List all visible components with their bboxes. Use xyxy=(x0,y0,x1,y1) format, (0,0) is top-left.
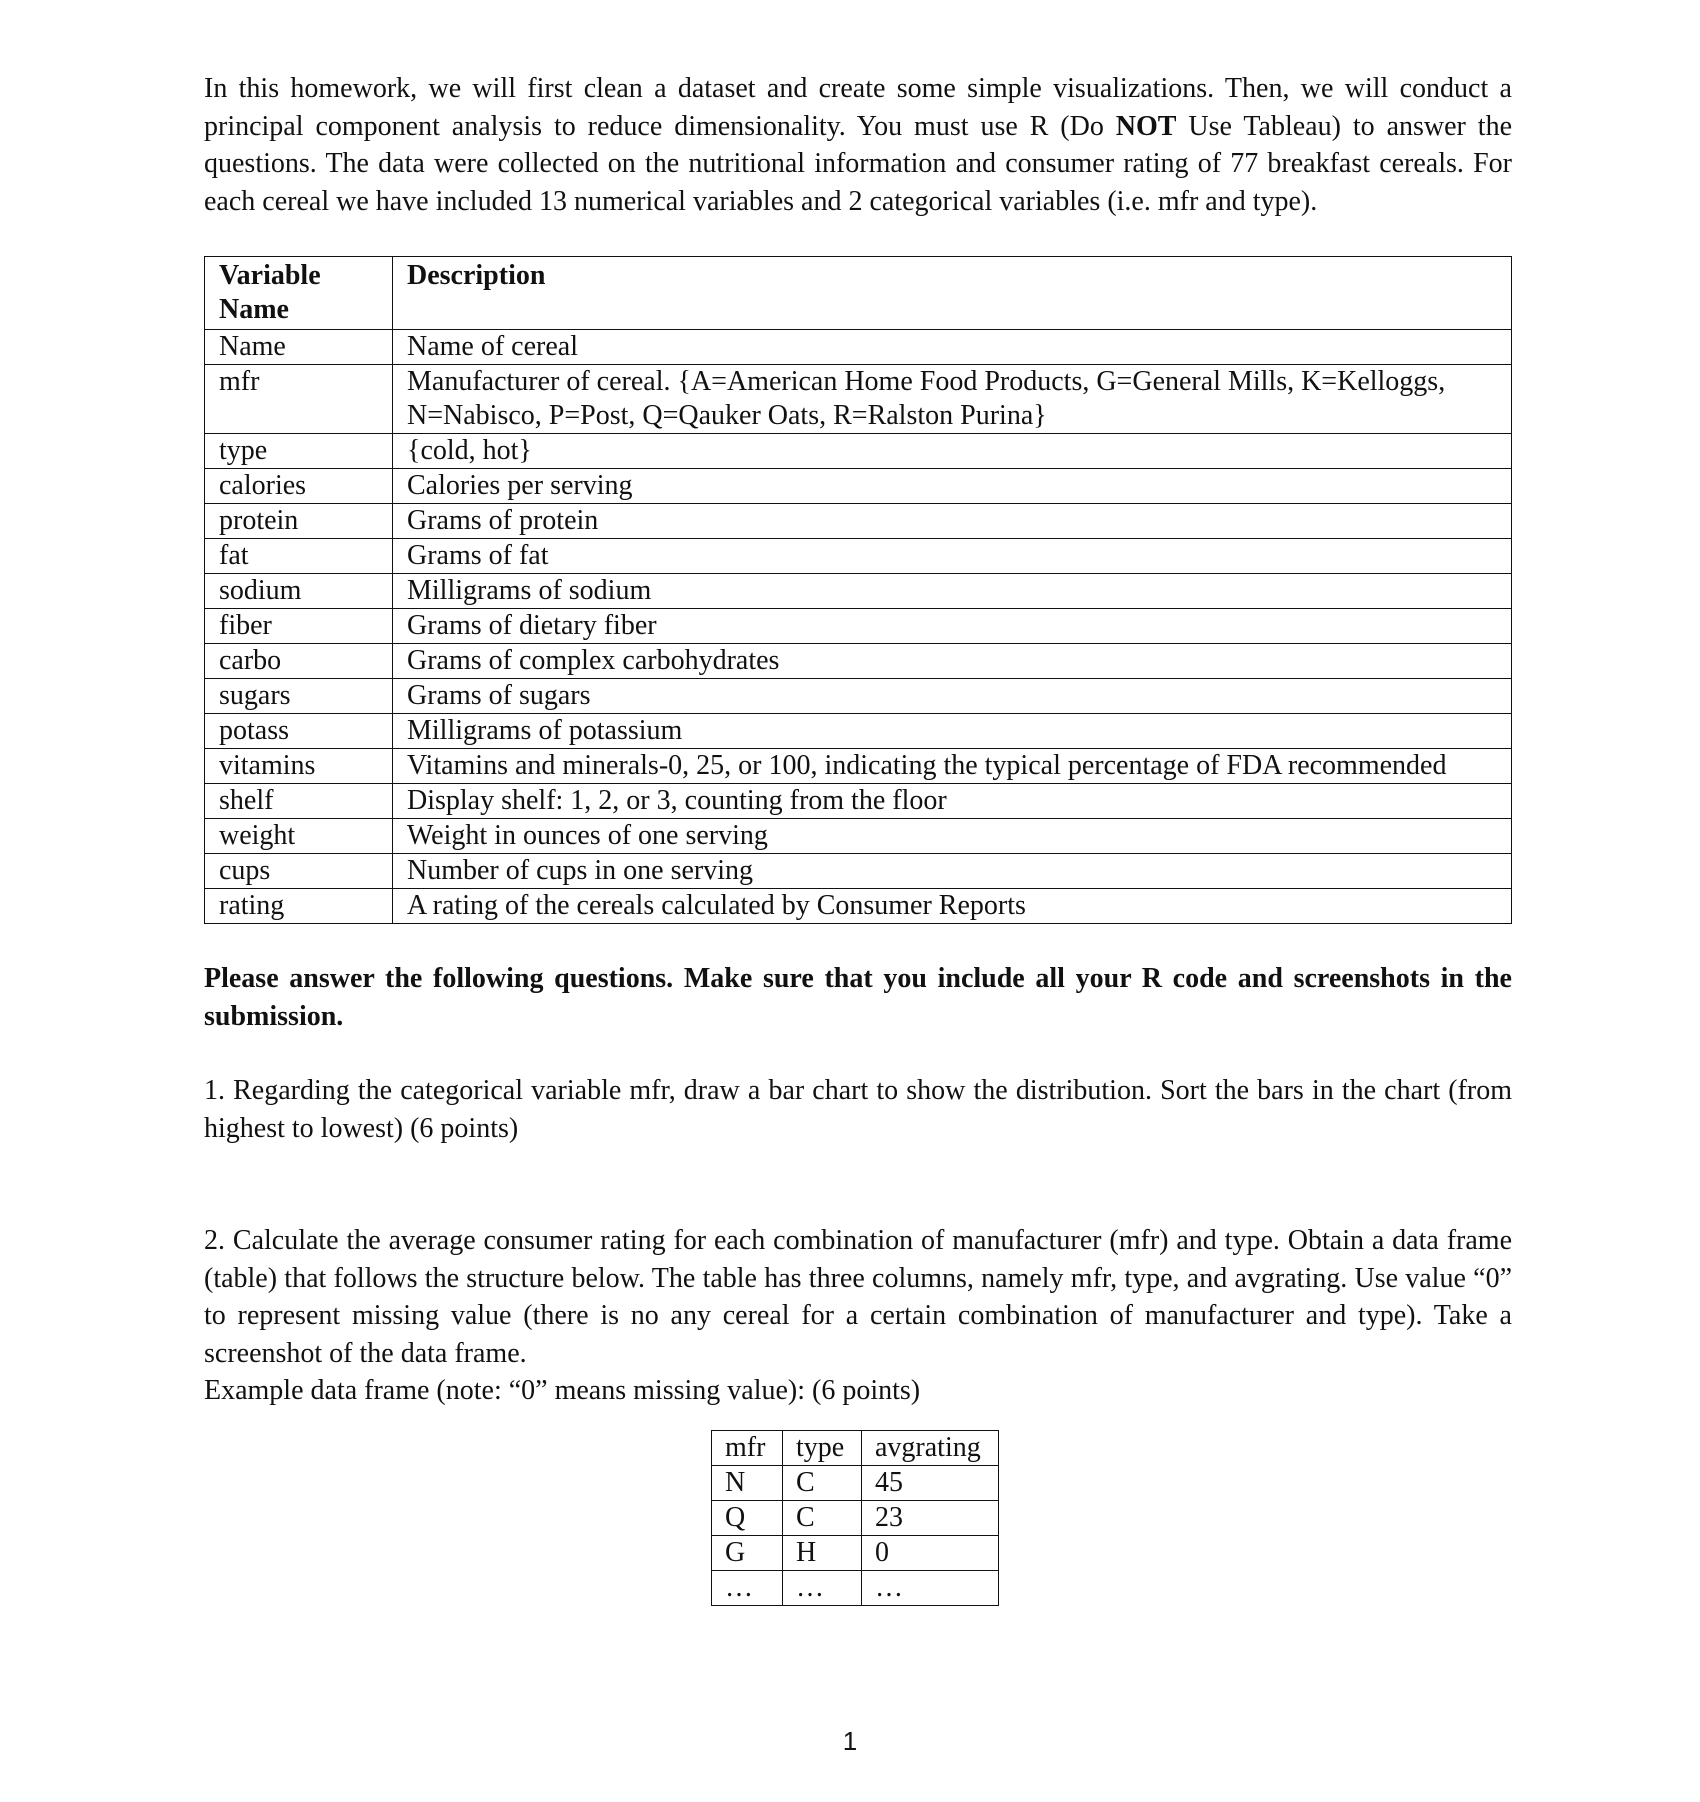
variable-name-cell: sodium xyxy=(205,574,393,609)
variable-description-cell: Number of cups in one serving xyxy=(393,854,1512,889)
table-row xyxy=(205,854,1512,889)
variable-description-cell: Name of cereal xyxy=(393,330,1512,365)
example-label: Example data frame (note: “0” means missing value): (6 points) xyxy=(204,1375,921,1406)
question-2: 2. Calculate the average consumer rating for each combination of manufacturer (mfr) and type. Obtain a data frame (table) that follows the structure below. The table has three columns, namely mfr, type, and avgrating. Use value “0” to represent missing value (there is no any cereal for a certain combination of manufacturer and type). Take a screenshot of the data frame. xyxy=(204,1225,1512,1369)
variable-name-cell: calories xyxy=(205,469,393,504)
table-row xyxy=(205,434,1512,469)
table-row xyxy=(205,784,1512,819)
variable-description-cell: Weight in ounces of one serving xyxy=(393,819,1512,854)
variable-description-cell: Grams of dietary fiber xyxy=(393,609,1512,644)
table-row xyxy=(205,679,1512,714)
intro-emphasis: NOT xyxy=(1115,110,1177,142)
variable-description-cell: Display shelf: 1, 2, or 3, counting from the floor xyxy=(393,784,1512,819)
table-row xyxy=(712,1570,999,1605)
variables-table xyxy=(204,256,1512,924)
table-row xyxy=(205,574,1512,609)
intro-text-part1: In this homework, we will first clean a dataset and create some simple visualizations. Then, we will conduct a principal component analysis to reduce dimensionality. You must use R (Do xyxy=(204,73,1512,142)
variable-name-cell: mfr xyxy=(205,365,393,434)
variable-description-cell: Manufacturer of cereal. {A=American Home Food Products, G=General Mills, K=Kelloggs, N=Nabisco, P=Post, Q=Qauker Oats, R=Ralston Purina} xyxy=(393,365,1512,434)
cell-type: … xyxy=(783,1570,862,1605)
variable-description-cell: Milligrams of sodium xyxy=(393,574,1512,609)
variable-description-cell: Grams of protein xyxy=(393,504,1512,539)
variable-description-cell: Calories per serving xyxy=(393,469,1512,504)
cell-avgrating: … xyxy=(862,1570,999,1605)
variable-name-cell: weight xyxy=(205,819,393,854)
variable-name-cell: Name xyxy=(205,330,393,365)
variable-description-cell: Grams of complex carbohydrates xyxy=(393,644,1512,679)
table-row xyxy=(205,749,1512,784)
intro-paragraph xyxy=(204,70,1512,220)
variable-name-cell: potass xyxy=(205,714,393,749)
variable-name-cell: rating xyxy=(205,889,393,924)
cell-avgrating: 0 xyxy=(862,1535,999,1570)
variable-description-cell: {cold, hot} xyxy=(393,434,1512,469)
table-row xyxy=(205,469,1512,504)
table-row xyxy=(205,539,1512,574)
instructions-paragraph: Please answer the following questions. Make sure that you include all your R code and screenshots in the submission. xyxy=(204,963,1512,1032)
variable-name-cell: carbo xyxy=(205,644,393,679)
table-row xyxy=(712,1465,999,1500)
variable-description-cell: Grams of fat xyxy=(393,539,1512,574)
table-row xyxy=(205,365,1512,434)
cell-type: H xyxy=(783,1535,862,1570)
table-row xyxy=(205,714,1512,749)
page-number: 1 xyxy=(842,1726,858,1756)
header-avgrating: avgrating xyxy=(862,1430,999,1465)
table-row xyxy=(205,609,1512,644)
example-table-header-row xyxy=(712,1430,999,1465)
cell-type: C xyxy=(783,1465,862,1500)
cell-mfr: … xyxy=(712,1570,783,1605)
header-description: Description xyxy=(393,257,1512,330)
header-mfr: mfr xyxy=(712,1430,783,1465)
variable-description-cell: A rating of the cereals calculated by Consumer Reports xyxy=(393,889,1512,924)
table-row xyxy=(712,1535,999,1570)
cell-mfr: G xyxy=(712,1535,783,1570)
variable-name-cell: fat xyxy=(205,539,393,574)
table-row xyxy=(205,889,1512,924)
cell-type: C xyxy=(783,1500,862,1535)
cell-mfr: N xyxy=(712,1465,783,1500)
document-page xyxy=(204,70,1512,1606)
variable-name-cell: sugars xyxy=(205,679,393,714)
variable-name-cell: protein xyxy=(205,504,393,539)
table-row xyxy=(205,644,1512,679)
variable-name-cell: fiber xyxy=(205,609,393,644)
cell-avgrating: 45 xyxy=(862,1465,999,1500)
variable-description-cell: Grams of sugars xyxy=(393,679,1512,714)
variable-description-cell: Milligrams of potassium xyxy=(393,714,1512,749)
variable-name-cell: vitamins xyxy=(205,749,393,784)
question-1: 1. Regarding the categorical variable mfr, draw a bar chart to show the distribution. Sort the bars in the chart (from highest to lowest) (6 points) xyxy=(204,1075,1512,1144)
variable-name-cell: type xyxy=(205,434,393,469)
table-row xyxy=(712,1500,999,1535)
variables-table-header-row xyxy=(205,257,1512,330)
variable-name-cell: cups xyxy=(205,854,393,889)
table-row xyxy=(205,819,1512,854)
header-type: type xyxy=(783,1430,862,1465)
cell-avgrating: 23 xyxy=(862,1500,999,1535)
table-row xyxy=(205,504,1512,539)
example-data-frame-table xyxy=(711,1430,999,1606)
intro-text-part2: Use Tableau) to answer the questions. The data were collected on the nutritional information and consumer rating of 77 breakfast cereals. For each cereal we have included 13 numerical variables and 2 categorical variables (i.e. mfr and type). xyxy=(204,110,1513,217)
cell-mfr: Q xyxy=(712,1500,783,1535)
variable-description-cell: Vitamins and minerals-0, 25, or 100, indicating the typical percentage of FDA recommended xyxy=(393,749,1512,784)
variable-name-cell: shelf xyxy=(205,784,393,819)
header-variable-name: Variable Name xyxy=(205,257,393,330)
table-row xyxy=(205,330,1512,365)
